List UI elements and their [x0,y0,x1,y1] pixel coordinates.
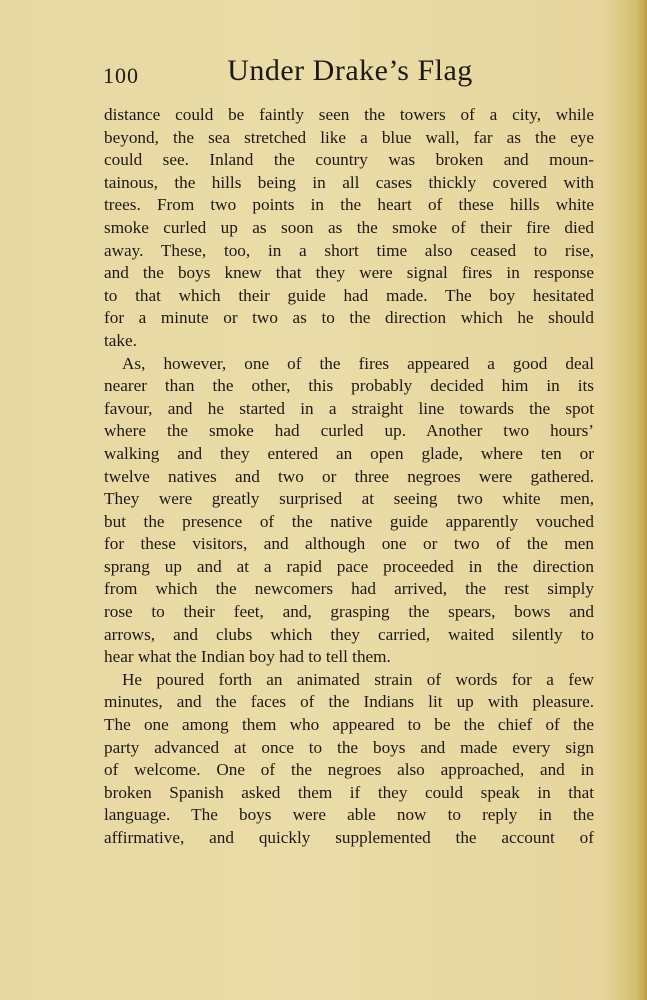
text-line: party advanced at once to the boys and made every sign [104,737,594,757]
text-line: where the smoke had curled up. Another two hours’ [104,421,594,441]
text-line: walking and they entered an open glade, where ten or [104,443,594,463]
text-line: language. The boys were able now to reply in the [104,805,594,825]
text-line: and the boys knew that they were signal fires in response [104,263,594,283]
text-line: take. [104,330,137,350]
text-line: favour, and he started in a straight line towards the spot [104,398,594,418]
text-line: to that which their guide had made. The boy hesitated [104,285,594,305]
page-number: 100 [103,63,139,88]
text-line: affirmative, and quickly supplemented the account of [104,828,594,847]
text-line: of welcome. One of the negroes also approached, and in [104,760,594,780]
text-line: twelve natives and two or three negroes were gathered. [104,466,594,486]
body-text [104,104,594,850]
text-line: rose to their feet, and, grasping the spears, bows and [104,602,594,622]
text-line: smoke curled up as soon as the smoke of their fire died [104,217,594,237]
text-line: minutes, and the faces of the Indians lit up with pleasure. [104,692,594,712]
text-line: trees. From two points in the heart of these hills white [104,195,594,215]
text-line: As, however, one of the fires appeared a good deal [122,353,594,373]
text-line: sprang up and at a rapid pace proceeded in the direction [104,556,594,576]
text-line: from which the newcomers had arrived, the rest simply [104,579,594,599]
text-line: away. These, too, in a short time also ceased to rise, [104,240,594,260]
text-line: tainous, the hills being in all cases thickly covered with [104,172,594,192]
page-edge [637,0,647,1000]
text-line: but the presence of the native guide apparently vouched [104,511,594,531]
text-line: beyond, the sea stretched like a blue wall, far as the eye [104,127,594,147]
text-line: nearer than the other, this probably decided him in its [104,376,594,396]
page-header [103,54,597,94]
text-line: He poured forth an animated strain of words for a few [122,669,594,689]
text-line: They were greatly surprised at seeing two white men, [104,489,594,509]
text-line: broken Spanish asked them if they could speak in that [104,782,594,802]
text-line: arrows, and clubs which they carried, waited silently to [104,624,594,644]
text-line: The one among them who appeared to be the chief of the [104,715,594,735]
running-title: Under Drake’s Flag [227,54,473,87]
text-line: hear what the Indian boy had to tell them. [104,647,391,667]
text-line: for these visitors, and although one or two of the men [104,534,594,554]
text-line: could see. Inland the country was broken and moun- [104,150,594,170]
text-line: distance could be faintly seen the towers of a city, while [104,105,594,124]
text-line: for a minute or two as to the direction which he should [104,308,594,328]
